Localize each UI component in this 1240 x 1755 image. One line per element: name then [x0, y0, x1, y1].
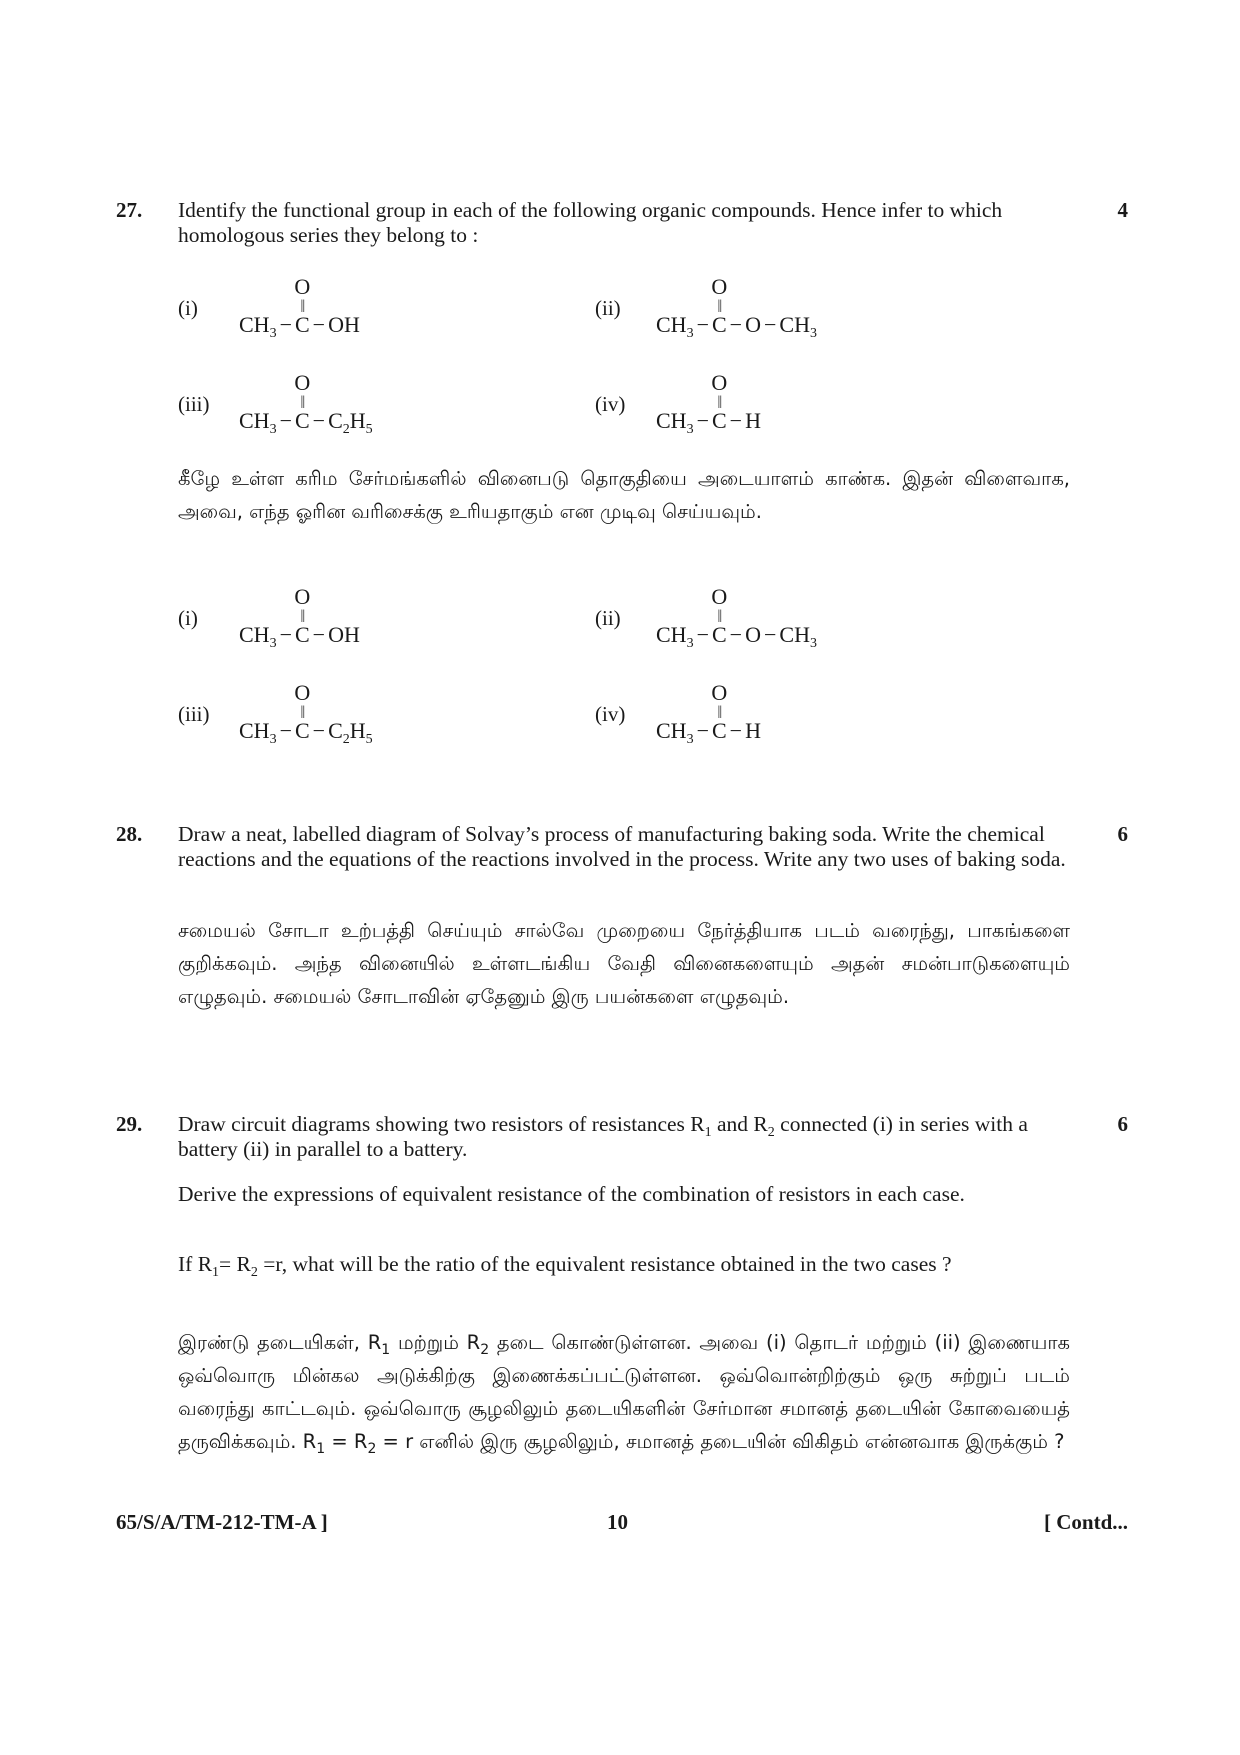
carbonyl-carbon: C || O [711, 370, 728, 433]
question-29-text: Draw circuit diagrams showing two resistors of resistances $R_1$ and $R_2$ connected (i) in series with a battery (ii) in parallel to a battery. [178, 1112, 1028, 1161]
structural-formula-3: (iii) $CH_3 - C$ || O − $C_2H_5$ [178, 370, 373, 437]
question-29-tamil-text: இரண்டு தடையிகள், $R_1$ மற்றும் $R_2$ தடை கொண்டுள்ளன. அவை (i) தொடர் மற்றும் (ii) இணையாக ஒவ்வொரு மின்கல அடுக்கிற்கு இணைக்கப்பட்டுள்ளன. ஒவ்வொன்றிற்கும் ஒரு சுற்றுப் படம் வரைந்து காட்டவும். ஒவ்வொரு சூழலிலும் தடையிகளின் சேர்மான சமானத் தடையின் கோவையைத் தருவிக்கவும். $R_1 = R_2 = r$ எனில் இரு சூழலிலும், சமானத் தடையின் விகிதம் என்னவாக இருக்கும் ? [178, 1331, 1071, 1457]
double-bond: || [300, 394, 305, 409]
footer-continued: [ Contd... [1043, 1510, 1128, 1534]
carbonyl-carbon: C || O [294, 370, 311, 433]
double-bond: || [717, 704, 722, 719]
carbonyl-oxygen: O [294, 680, 311, 705]
double-bond: || [300, 704, 305, 719]
structural-formula-4: (iv) $CH_3 - C$ || O − H [595, 680, 761, 747]
carbonyl-carbon: C || O [294, 680, 311, 743]
methyl-group: CH [239, 718, 270, 743]
formula-label: (iv) [595, 702, 626, 726]
double-bond: || [300, 608, 305, 623]
carbonyl-oxygen: O [294, 584, 311, 609]
carbonyl-oxygen: O [711, 680, 728, 705]
structural-formula-2: (ii) $CH_3 - C$ || O − $O - CH_3$ [595, 584, 817, 651]
methyl-group: CH [239, 312, 270, 337]
formula-label: (ii) [595, 606, 621, 630]
methyl-group: CH [239, 408, 270, 433]
question-28-marks: 6 [1117, 822, 1128, 846]
carbonyl-oxygen: O [711, 584, 728, 609]
footer-page-number: 10 [607, 1510, 628, 1534]
structural-formula-2: (ii) $CH_3 - C$ || O − $O - CH_3$ [595, 274, 817, 341]
methyl-group: CH [656, 312, 687, 337]
formula-label: (i) [178, 296, 198, 320]
question-29-ratio-text: If $R_1= R_2 =r$, what will be the ratio of the equivalent resistance obtained in the two cases ? [178, 1252, 952, 1280]
question-27-marks: 4 [1117, 198, 1128, 222]
carbonyl-carbon: C || O [294, 584, 311, 647]
formula-label: (ii) [595, 296, 621, 320]
structural-formula-1: (i) $CH_3 - C$ || O − OH [178, 584, 360, 651]
question-27-text: Identify the functional group in each of the following organic compounds. Hence infer to which homologous series they belong to : [178, 198, 1003, 247]
double-bond: || [300, 298, 305, 313]
structural-formula-4: (iv) $CH_3 - C$ || O − H [595, 370, 761, 437]
question-28-number: 28. [116, 822, 143, 846]
formula-label: (i) [178, 606, 198, 630]
question-28-text: Draw a neat, labelled diagram of Solvay’s process of manufacturing baking soda. Write the chemical reactions and the equations of the reactions involved in the process. Write any two uses of baking soda. [178, 822, 1066, 871]
carbonyl-carbon: C || O [294, 274, 311, 337]
question-29-marks: 6 [1117, 1112, 1128, 1136]
double-bond: || [717, 394, 722, 409]
question-29-number: 29. [116, 1112, 143, 1136]
carbonyl-oxygen: O [711, 370, 728, 395]
question-27-tamil-text: கீழே உள்ள கரிம சேர்மங்களில் வினைபடு தொகுதியை அடையாளம் காண்க. இதன் விளைவாக, அவை, எந்த ஓரின வரிசைக்கு உரியதாகும் என முடிவு செய்யவும். [178, 467, 1070, 523]
double-bond: || [717, 298, 722, 313]
formula-label: (iii) [178, 702, 210, 726]
methyl-group: CH [656, 408, 687, 433]
methyl-group: CH [239, 622, 270, 647]
question-27-number: 27. [116, 198, 143, 222]
formula-label: (iii) [178, 392, 210, 416]
methyl-group: CH [656, 622, 687, 647]
carbonyl-oxygen: O [294, 274, 311, 299]
carbonyl-oxygen: O [711, 274, 728, 299]
methyl-group: CH [656, 718, 687, 743]
carbonyl-oxygen: O [294, 370, 311, 395]
carbonyl-carbon: C || O [711, 274, 728, 337]
structural-formula-3: (iii) $CH_3 - C$ || O − $C_2H_5$ [178, 680, 373, 747]
structural-formula-1: (i) $CH_3 - C$ || O − OH [178, 274, 360, 341]
footer-paper-code: 65/S/A/TM-212-TM-A ] [116, 1510, 328, 1534]
double-bond: || [717, 608, 722, 623]
formula-label: (iv) [595, 392, 626, 416]
question-29-derive-text: Derive the expressions of equivalent resistance of the combination of resistors in each case. [178, 1182, 965, 1206]
carbonyl-carbon: C || O [711, 680, 728, 743]
carbonyl-carbon: C || O [711, 584, 728, 647]
question-28-tamil-text: சமையல் சோடா உற்பத்தி செய்யும் சால்வே முறையை நேர்த்தியாக படம் வரைந்து, பாகங்களை குறிக்கவும். அந்த வினையில் உள்ளடங்கிய வேதி வினைகளையும் அதன் சமன்பாடுகளையும் எழுதவும். சமையல் சோடாவின் ஏதேனும் இரு பயன்களை எழுதவும். [178, 919, 1070, 1008]
